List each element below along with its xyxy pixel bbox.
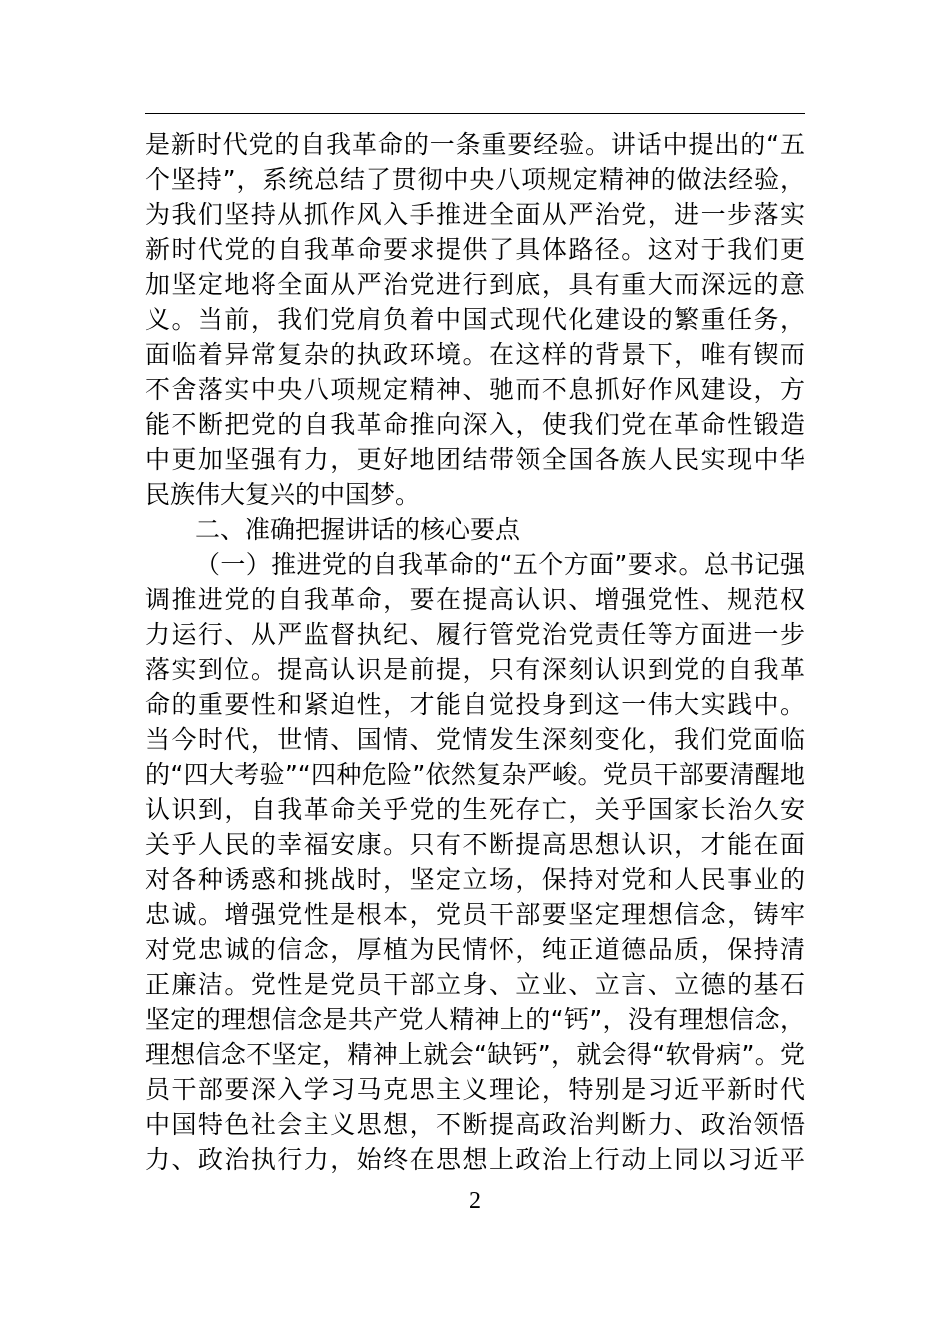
body-line: 当今时代，世情、国情、党情发生深刻变化，我们党面临 [145,725,805,754]
body-line: 义。当前，我们党肩负着中国式现代化建设的繁重任务， [145,305,805,334]
body-line: 对党忠诚的信念，厚植为民情怀，纯正道德品质，保持清 [145,935,805,964]
body-line: 个坚持”，系统总结了贯彻中央八项规定精神的做法经验， [145,165,805,194]
body-line: 力运行、从严监督执纪、履行管党治党责任等方面进一步 [145,620,805,649]
body-line: 调推进党的自我革命，要在提高认识、增强党性、规范权 [145,585,805,614]
body-line: 关乎人民的幸福安康。只有不断提高思想认识，才能在面 [145,830,805,859]
body-line: 中更加坚强有力，更好地团结带领全国各族人民实现中华 [145,445,805,474]
body-line: 能不断把党的自我革命推向深入，使我们党在革命性锻造 [145,410,805,439]
body-line: 命的重要性和紧迫性，才能自觉投身到这一伟大实践中。 [145,690,805,719]
body-line: 中国特色社会主义思想，不断提高政治判断力、政治领悟 [145,1110,805,1139]
body-line: 认识到，自我革命关乎党的生死存亡，关乎国家长治久安 [145,795,805,824]
body-line: 坚定的理想信念是共产党人精神上的“钙”，没有理想信念， [145,1005,805,1034]
body-line: 民族伟大复兴的中国梦。 [145,480,421,509]
body-line: 落实到位。提高认识是前提，只有深刻认识到党的自我革 [145,655,805,684]
body-line: （一）推进党的自我革命的“五个方面”要求。总书记强 [195,550,805,579]
header-rule [145,113,805,114]
page-number: 2 [469,1188,481,1214]
body-line: 加坚定地将全面从严治党进行到底，具有重大而深远的意 [145,270,805,299]
body-line: 的“四大考验”“四种危险”依然复杂严峻。党员干部要清醒地 [145,760,805,789]
body-line: 是新时代党的自我革命的一条重要经验。讲话中提出的“五 [145,130,805,159]
body-line: 为我们坚持从抓作风入手推进全面从严治党，进一步落实 [145,200,805,229]
body-line: 力、政治执行力，始终在思想上政治上行动上同以习近平 [145,1145,805,1174]
body-line: 员干部要深入学习马克思主义理论，特别是习近平新时代 [145,1075,805,1104]
body-line: 理想信念不坚定，精神上就会“缺钙”，就会得“软骨病”。党 [145,1040,805,1069]
body-line: 对各种诱惑和挑战时，坚定立场，保持对党和人民事业的 [145,865,805,894]
body-line: 不舍落实中央八项规定精神、驰而不息抓好作风建设，方 [145,375,805,404]
section-heading: 二、准确把握讲话的核心要点 [195,515,521,544]
body-line: 忠诚。增强党性是根本，党员干部要坚定理想信念，铸牢 [145,900,805,929]
body-line: 正廉洁。党性是党员干部立身、立业、立言、立德的基石 [145,970,805,999]
body-line: 新时代党的自我革命要求提供了具体路径。这对于我们更 [145,235,805,264]
body-line: 面临着异常复杂的执政环境。在这样的背景下，唯有锲而 [145,340,805,369]
